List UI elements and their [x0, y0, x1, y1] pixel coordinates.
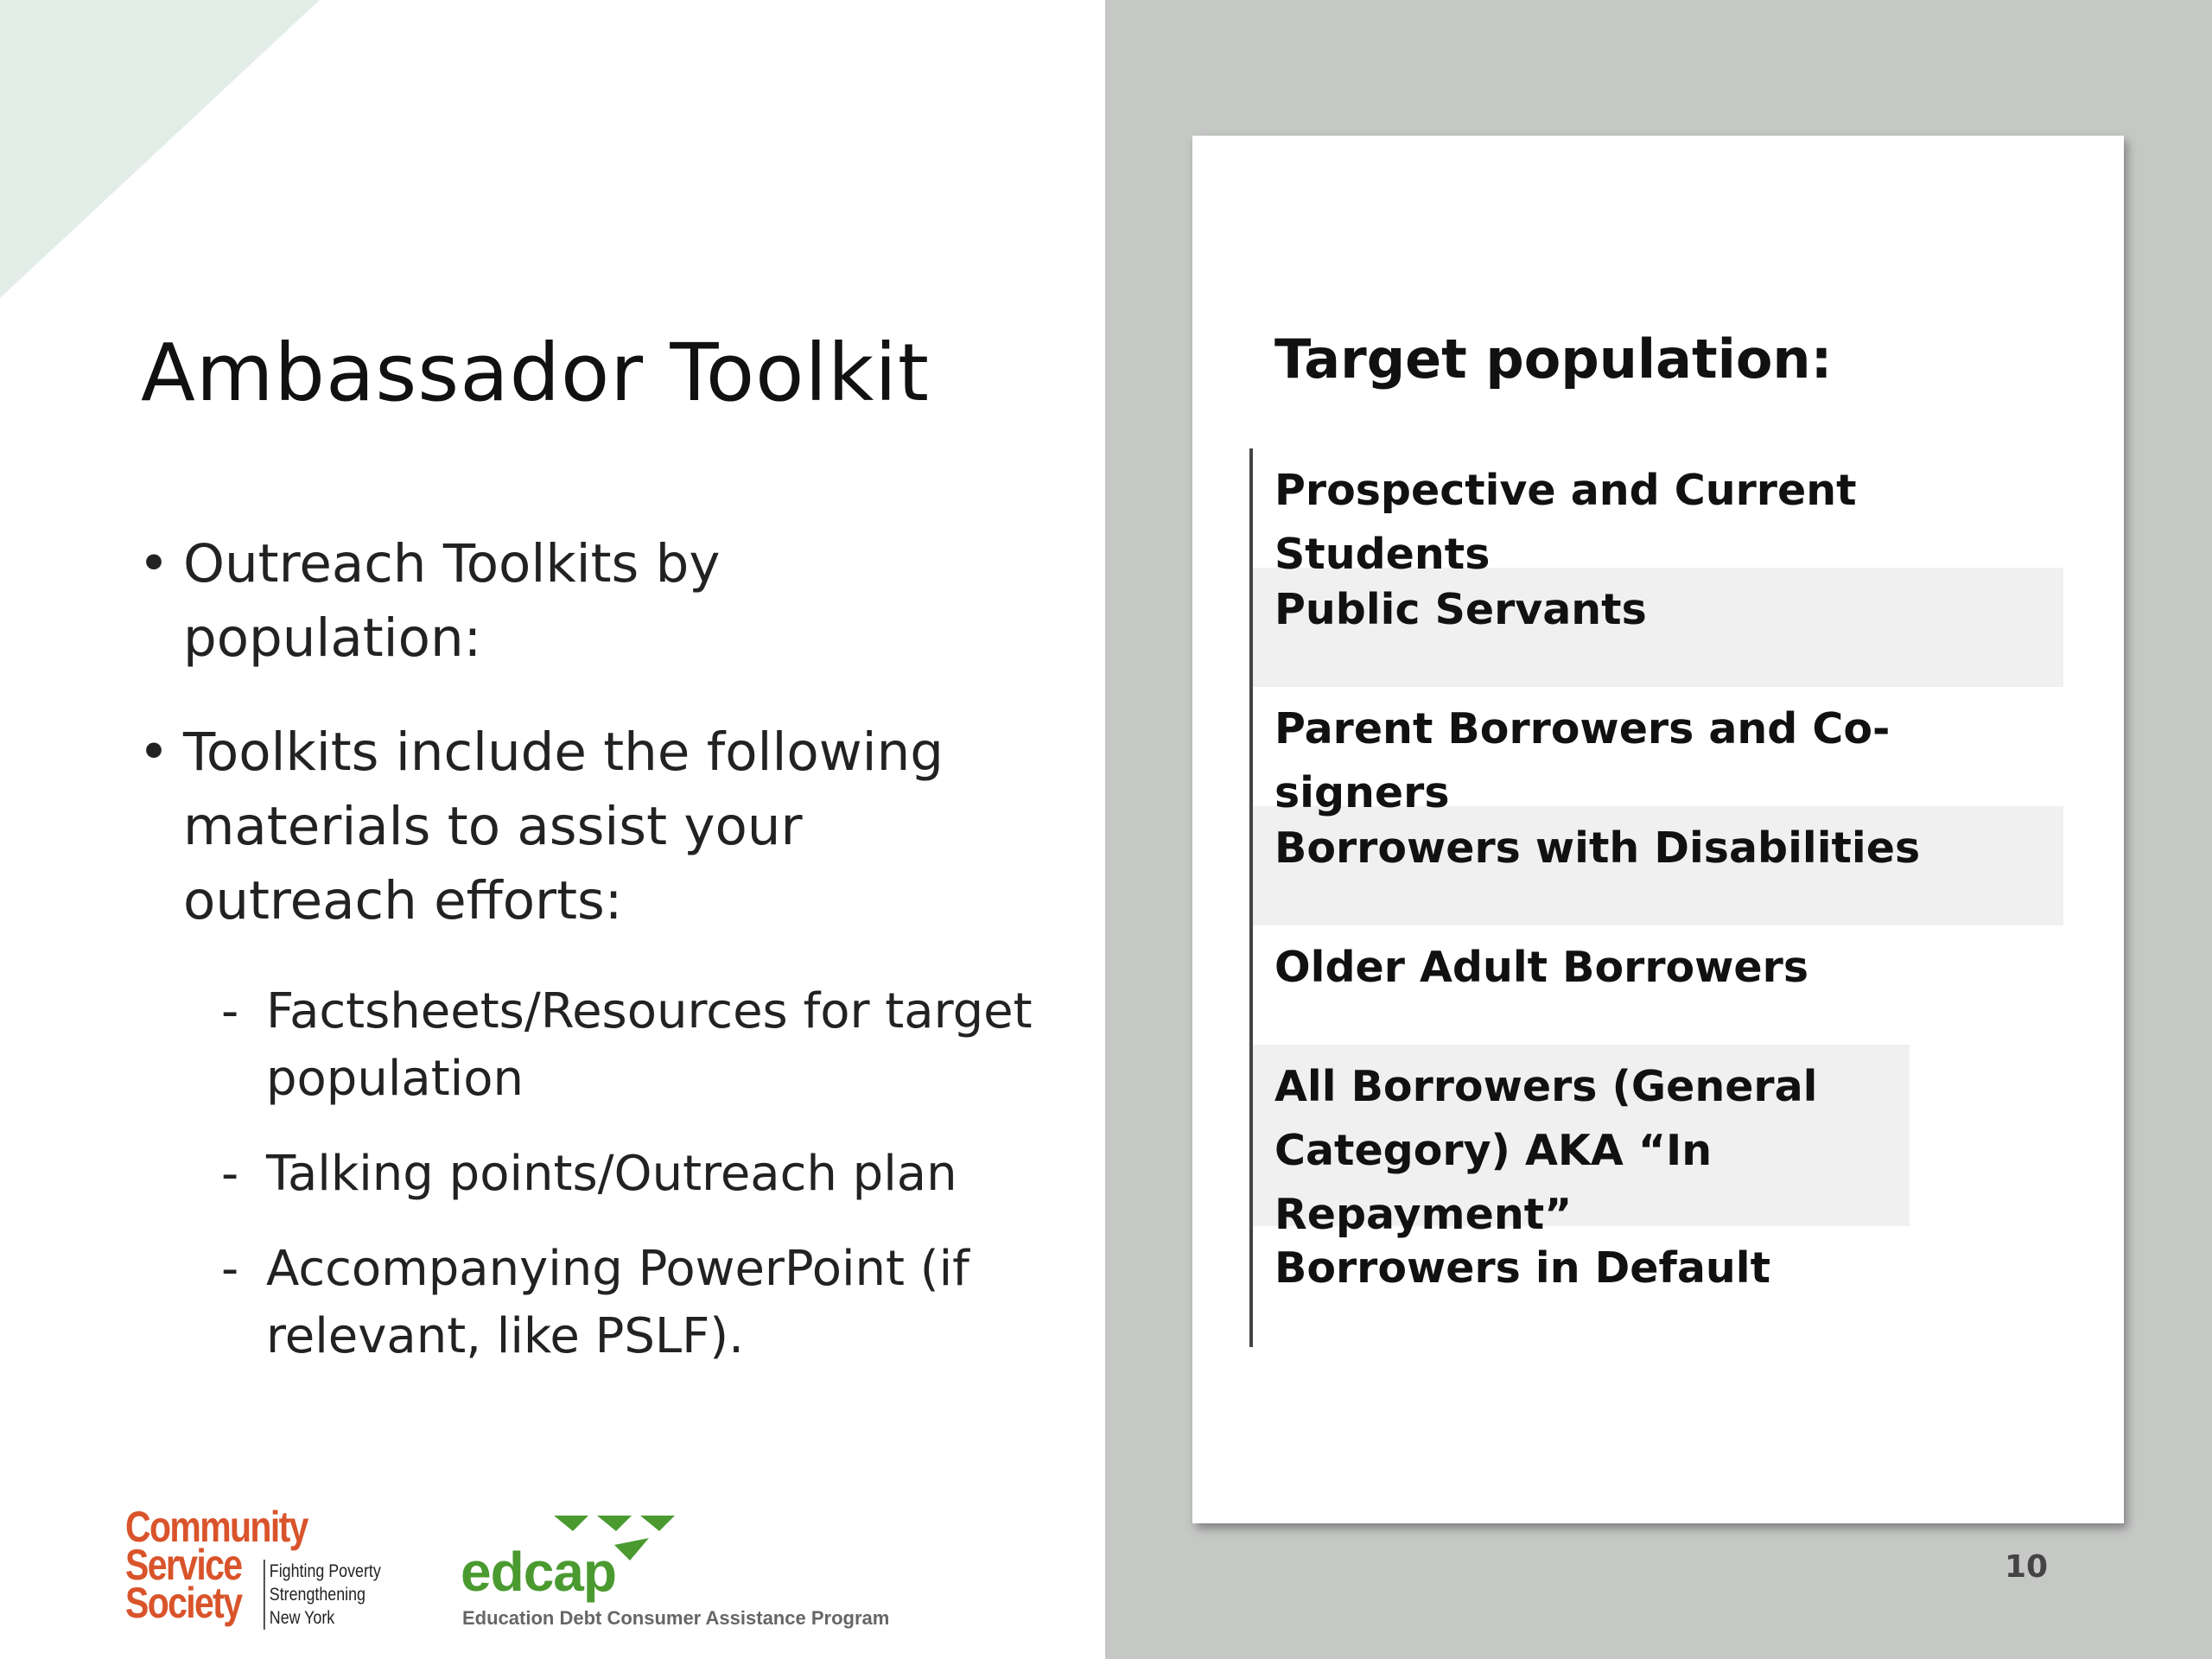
target-population-heading: Target population: — [1274, 327, 1833, 391]
sub-bullet-text: Accompanying PowerPoint (if relevant, like PSLF). — [266, 1241, 969, 1364]
page-number: 10 — [2005, 1549, 2049, 1585]
bullet-item — [138, 527, 788, 676]
population-row: Borrowers in Default — [1274, 1243, 1771, 1293]
bullet-item — [138, 715, 1047, 938]
sub-bullet-dash: - — [221, 1146, 239, 1202]
css-tagline-line: Strengthening — [269, 1585, 365, 1605]
document-page — [1192, 136, 2124, 1523]
edcap-tagline: Education Debt Consumer Assistance Program — [462, 1607, 890, 1629]
css-tagline-line: Fighting Poverty — [269, 1561, 381, 1581]
bullet-text: Toolkits include the following materials to assist your outreach efforts: — [183, 721, 944, 931]
bullet-dot: • — [138, 721, 169, 783]
sub-bullet-item — [138, 978, 1061, 1113]
bullet-text: Outreach Toolkits by population: — [183, 533, 721, 669]
slide-title: Ambassador Toolkit — [141, 327, 930, 419]
sub-bullet-dash: - — [221, 1241, 239, 1297]
population-row: Public Servants — [1253, 568, 2063, 687]
decorative-corner-triangle — [0, 0, 320, 298]
sub-bullet-text: Talking points/Outreach plan — [266, 1146, 957, 1202]
population-row — [1253, 1045, 1910, 1239]
sub-bullet-item — [138, 1236, 1096, 1370]
sub-bullet-item — [138, 1141, 1130, 1208]
population-row: Prospective and Current Students — [1274, 466, 1857, 579]
population-row: Older Adult Borrowers — [1274, 943, 1808, 992]
bullet-dot: • — [138, 533, 169, 594]
community-service-society-logo — [125, 1503, 402, 1637]
edcap-logo — [461, 1512, 944, 1642]
population-row-text: All Borrowers (General Category) AKA “In Repayment” — [1274, 1062, 1818, 1239]
sub-bullet-list — [138, 978, 1033, 1370]
population-list — [1253, 448, 2063, 1345]
css-logo-line: Society — [125, 1579, 242, 1627]
css-logo-line: Service — [125, 1541, 242, 1589]
css-tagline-line: New York — [269, 1608, 335, 1628]
bullet-list — [138, 527, 1033, 1398]
sub-bullet-text: Factsheets/Resources for target population — [266, 983, 1033, 1107]
edcap-wordmark: edcap — [461, 1541, 616, 1603]
population-row: Parent Borrowers and Co-signers — [1274, 704, 1891, 817]
sub-bullet-dash: - — [221, 983, 239, 1039]
css-logo-line: Community — [125, 1503, 308, 1551]
population-row: Borrowers with Disabilities — [1253, 806, 2063, 925]
css-logo-tagline — [264, 1560, 381, 1630]
